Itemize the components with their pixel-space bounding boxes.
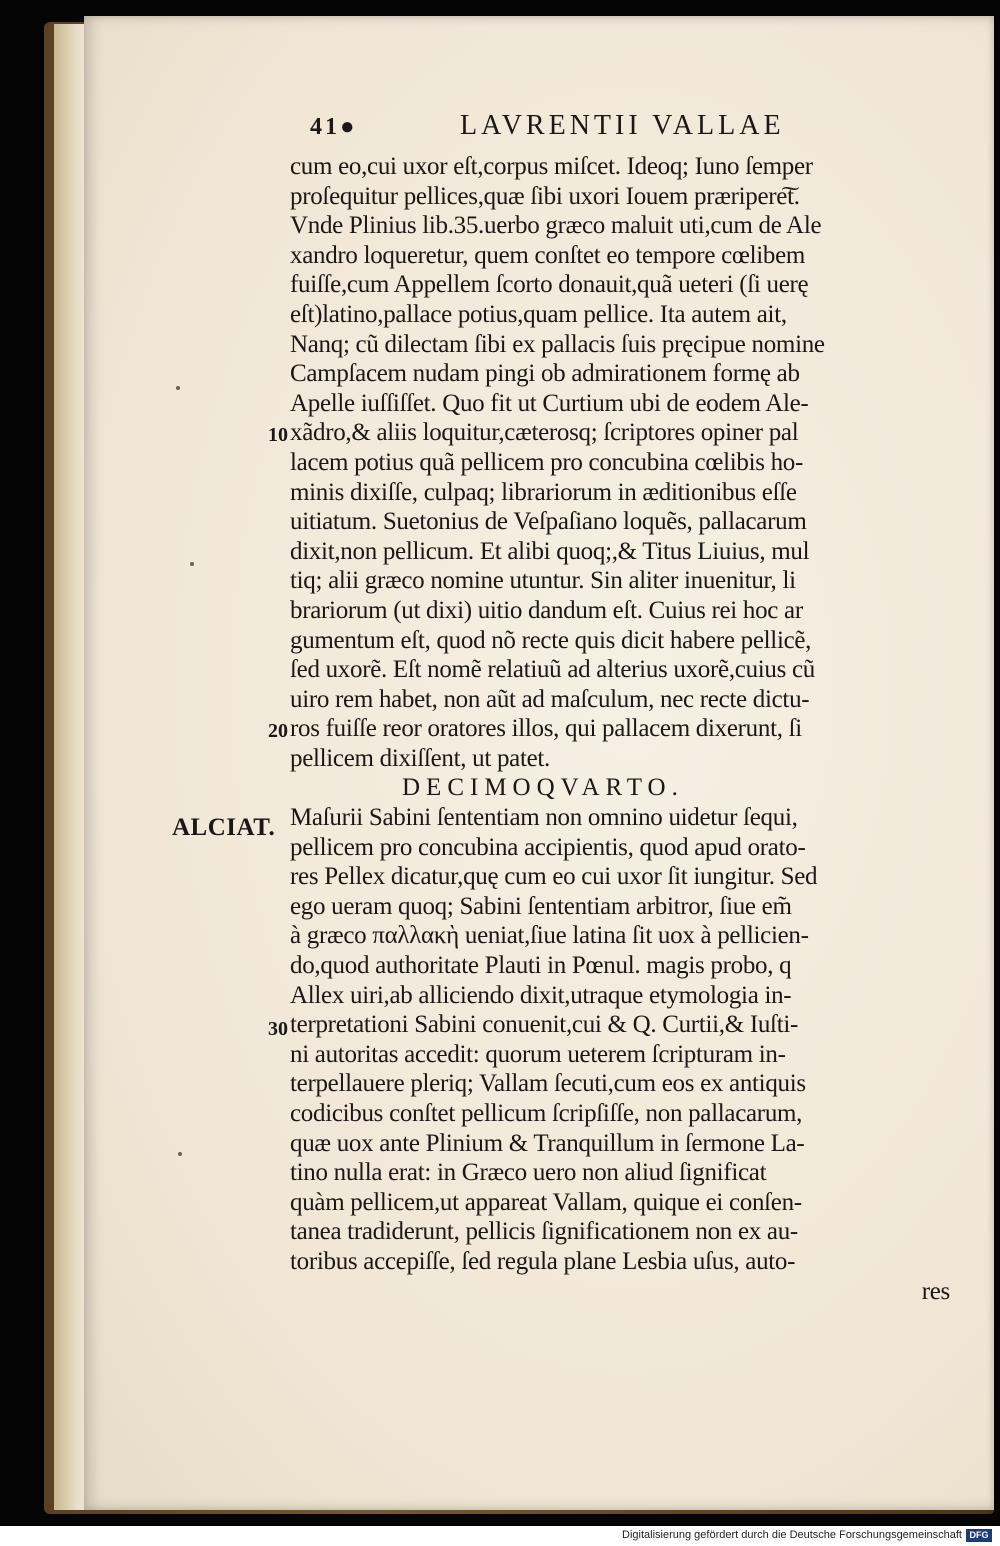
text-line: uiro rem habet, non aũt ad maſculum, nec recte dictu- xyxy=(290,685,810,713)
margin-line-number-30: 30 xyxy=(268,1018,288,1040)
text-line: cum eo,cui uxor eſt,corpus miſcet. Ideoq; Iuno ſemper xyxy=(290,153,813,180)
text-line: fuiſſe,cum Appellem ſcorto donauit,quã ueteri (ſi uerę xyxy=(290,271,809,299)
text-line: Allex uiri,ab alliciendo dixit,utraque etymologia in- xyxy=(290,981,792,1009)
text-line: ego ueram quoq; Sabini ſententiam arbitror, ſiue em̃ xyxy=(290,892,792,920)
text-line: eſt)latino,pallace potius,quam pellice. Ita autem ait, xyxy=(290,300,787,328)
text-line: brariorum (ut dixi) uitio dandum eſt. Cuius rei hoc ar xyxy=(290,596,803,624)
text-line: tanea tradiderunt, pellicis ſignificationem non ex au- xyxy=(290,1218,798,1246)
text-line: à græco παλλακὴ ueniat,ſiue latina ſit uox à pellicien- xyxy=(290,922,809,950)
catchword: res xyxy=(921,1277,950,1305)
page-number: 41● xyxy=(310,114,358,140)
text-line: tino nulla erat: in Græco uero non aliud ſignificat xyxy=(290,1159,767,1187)
paper-speck xyxy=(190,562,194,566)
text-line: pellicem dixiſſent, ut patet. xyxy=(290,744,550,772)
text-line: lacem potius quã pellicem pro concubina cœlibis ho- xyxy=(290,448,804,476)
text-line: quàm pellicem,ut appareat Vallam, quique ei conſen- xyxy=(290,1188,802,1216)
text-line: Nanq; cũ dilectam ſibi ex pallacis ſuis pręcipue nomine xyxy=(290,330,825,358)
margin-line-number-20: 20 xyxy=(268,720,288,742)
text-line: ni autoritas accedit: quorum ueterem ſcripturam in- xyxy=(290,1040,786,1068)
text-line: ros fuiſſe reor oratores illos, qui pallacem dixerunt, ſi xyxy=(290,715,802,743)
text-line: Apelle iuſſiſſet. Quo fit ut Curtium ubi de eodem Ale- xyxy=(290,389,809,417)
dfg-logo-icon: DFG xyxy=(966,1529,992,1542)
text-line: dixit,non pellicum. Et alibi quoq;,& Titus Liuius, mul xyxy=(290,537,810,565)
text-line: ſed uxorẽ. Eſt nomẽ relatiuũ ad alterius uxorẽ,cuius cũ xyxy=(290,656,815,684)
text-line: tiq; alii græco nomine utuntur. Sin aliter inuenitur, li xyxy=(290,567,796,595)
paper-speck xyxy=(178,1152,182,1156)
text-block xyxy=(290,108,950,1306)
running-title: LAVRENTII VALLAE xyxy=(460,110,785,141)
text-line: terpellauere pleriq; Vallam ſecuti,cum eos ex antiquis xyxy=(290,1070,806,1098)
margin-note-alciat: ALCIAT. xyxy=(172,814,276,841)
text-line: do,quod authoritate Plauti in Pœnul. magis probo, q xyxy=(290,952,792,980)
text-line: quæ uox ante Plinium & Tranquillum in ſermone La- xyxy=(290,1129,805,1157)
text-line: terpretationi Sabini conuenit,cui & Q. Curtii,& Iuſti- xyxy=(290,1011,799,1039)
section-heading: DECIMOQVARTO. xyxy=(402,774,684,802)
paper-speck xyxy=(176,386,180,390)
text-line: proſequitur pellices,quæ ſibi uxori Iouem præripere͠t. xyxy=(290,182,800,210)
text-line: codicibus conſtet pellicum ſcripſiſſe, non pallacarum, xyxy=(290,1100,803,1127)
text-line: Vnde Plinius lib.35.uerbo græco maluit uti,cum de Ale xyxy=(290,212,822,240)
text-line: gumentum eſt, quod nõ recte quis dicit habere pellicẽ, xyxy=(290,626,812,654)
text-line: Maſurii Sabini ſententiam non omnino uidetur ſequi, xyxy=(290,804,798,832)
text-line: pellicem pro concubina accipientis, quod apud orato- xyxy=(290,833,806,861)
page-header xyxy=(290,108,950,152)
margin-line-number-10: 10 xyxy=(268,424,288,446)
text-line: toribus accepiſſe, ſed regula plane Lesbia uſus, auto- xyxy=(290,1247,796,1275)
text-line: Campſacem nudam pingi ob admirationem formę ab xyxy=(290,360,800,388)
text-line: xãdro,& aliis loquitur,cæterosq; ſcriptores opiner pal xyxy=(290,419,799,447)
text-line: xandro loqueretur, quem conſtet eo tempore cœlibem xyxy=(290,241,806,269)
text-line: uitiatum. Suetonius de Veſpaſiano loquẽs, pallacarum xyxy=(290,508,807,536)
text-line: res Pellex dicatur,quę cum eo cui uxor ſit iungitur. Sed xyxy=(290,863,818,891)
text-line: minis dixiſſe, culpaq; librariorum in æditionibus eſſe xyxy=(290,478,797,506)
digitization-credit: Digitalisierung gefördert durch die Deutsche Forschungsgemeinschaft xyxy=(622,1529,962,1541)
